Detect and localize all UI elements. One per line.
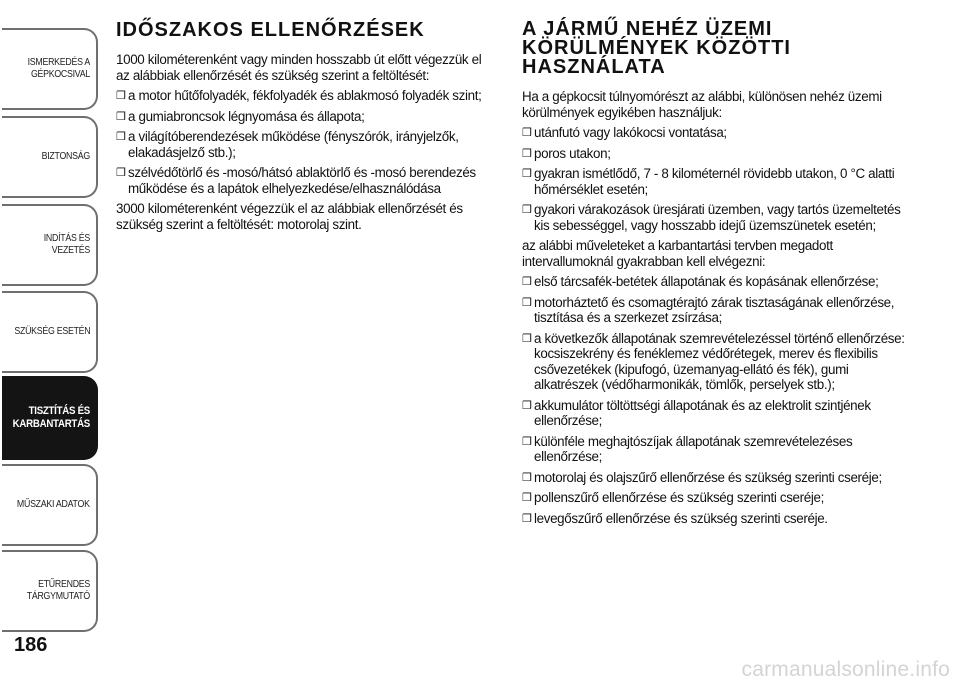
list-item: ❒ motorháztető és csomagtérajtó zárak tisztaságának ellenőrzése, tisztítása és a szerkezet zsírzása; [522, 294, 895, 325]
list-item: ❒ a gumiabroncsok légnyomása és állapota; [116, 108, 365, 124]
checkbox-bullet-icon: ❒ [522, 276, 532, 288]
checkbox-bullet-icon: ❒ [522, 435, 532, 448]
page-number: 186 [14, 634, 48, 656]
checkbox-bullet-icon: ❒ [522, 332, 532, 345]
periodic-checks-section [116, 20, 496, 237]
tab-label: ISMERKEDÉS A GÉPKOCSIVAL [27, 57, 90, 80]
tab-label: ETŰRENDES TÁRGYMUTATÓ [26, 579, 90, 602]
outro-paragraph: 3000 kilométerenként végezzük el az alábbiak ellenőrzését és szükség szerint a feltöltését: motorolaj szint. [116, 201, 463, 232]
list-item: ❒ akkumulátor töltöttségi állapotának és az elektrolit szintjének ellenőrzése; [522, 397, 871, 428]
section-title: IDŐSZAKOS ELLENŐRZÉSEK [116, 19, 425, 41]
tab-label: SZÜKSÉG ESETÉN [13, 326, 90, 337]
heavy-duty-section [522, 20, 914, 531]
tab-szukseg-eseten[interactable] [2, 291, 98, 373]
tab-label: MŰSZAKI ADATOK [17, 499, 90, 510]
checkbox-bullet-icon: ❒ [522, 147, 532, 160]
checkbox-bullet-icon: ❒ [522, 492, 532, 504]
list-item: ❒ különféle meghajtószíjak állapotának szemrevételezéses ellenőrzése; [522, 433, 853, 464]
watermark: carmanualsonline.info [741, 658, 950, 681]
checkbox-bullet-icon: ❒ [116, 131, 126, 143]
tab-biztonsag[interactable] [2, 116, 98, 198]
list-item: ❒ szélvédőtörlő és -mosó/hátsó ablaktörlő és -mosó berendezés működése és a lapátok elhelyezkedése/elhasználódása [116, 165, 476, 196]
tab-inditas-es-vezetes[interactable] [2, 204, 98, 286]
check-list [116, 88, 496, 196]
checkbox-bullet-icon: ❒ [522, 204, 532, 216]
tab-label: INDÍTÁS ÉS VEZETÉS [43, 233, 90, 256]
checkbox-bullet-icon: ❒ [522, 127, 532, 139]
tab-ismerkedes[interactable] [2, 28, 98, 110]
checkbox-bullet-icon: ❒ [116, 90, 126, 102]
tab-tisztitas-es-karbantartas[interactable] [2, 376, 98, 460]
list-item: ❒ poros utakon; [522, 145, 611, 161]
list-item: ❒ levegőszűrő ellenőrzése és szükség szerinti cseréje. [522, 510, 828, 526]
intro-paragraph: Ha a gépkocsit túlnyomórészt az alábbi, különösen nehéz üzemi körülmények egyikében használjuk: [522, 89, 882, 120]
checkbox-bullet-icon: ❒ [522, 168, 532, 180]
checkbox-bullet-icon: ❒ [522, 399, 532, 412]
list-item: ❒ utánfutó vagy lakókocsi vontatása; [522, 125, 727, 140]
list-item: ❒ motorolaj és olajszűrő ellenőrzése és szükség szerinti cseréje; [522, 469, 882, 485]
section-title: A JÁRMŰ NEHÉZ ÜZEMI KÖRÜLMÉNYEK KÖZÖTTI HASZNÁLATA [522, 18, 791, 78]
middle-paragraph: az alábbi műveleteket a karbantartási tervben megadott intervallumoknál gyakrabban kell elvégezni: [522, 238, 833, 269]
checkbox-bullet-icon: ❒ [522, 296, 532, 309]
list-item: ❒ a motor hűtőfolyadék, fékfolyadék és ablakmosó folyadék szint; [116, 88, 482, 103]
tab-targymutato[interactable] [2, 550, 98, 632]
intro-paragraph: 1000 kilométerenként vagy minden hosszabb út előtt végezzük el az alábbiak ellenőrzését és szükség szerint a feltöltését: [116, 52, 482, 83]
list-item: ❒ első tárcsafék-betétek állapotának és kopásának ellenőrzése; [522, 274, 879, 289]
checkbox-bullet-icon: ❒ [116, 110, 126, 123]
list-item: ❒ gyakori várakozások üresjárati üzemben, vagy tartós üzemeltetés kis sebességgel, vagy hosszabb idejű üzemszünetek esetén; [522, 202, 901, 233]
tab-muszaki-adatok[interactable] [2, 464, 98, 546]
list-item: ❒ a következők állapotának szemrevételezéssel történő ellenőrzése: kocsiszekrény és fenéklemez védőrétegek, merev és flexibilis csővezetékek (kipufogó, üzemanyag-ellátó és fék), gumi alkatrészek (védőharmonikák, tömlők, perselyek stb.); [522, 330, 905, 392]
list-item: ❒ gyakran ismétlődő, 7 - 8 kilométernél rövidebb utakon, 0 °C alatti hőmérséklet esetén; [522, 166, 895, 197]
conditions-list [522, 125, 914, 233]
checkbox-bullet-icon: ❒ [522, 471, 532, 484]
list-item: ❒ a világítóberendezések működése (fényszórók, irányjelzők, elakadásjelző stb.); [116, 129, 459, 160]
tab-label: TISZTÍTÁS ÉS KARBANTARTÁS [12, 405, 91, 430]
checkbox-bullet-icon: ❒ [116, 167, 126, 179]
list-item: ❒ pollenszűrő ellenőrzése és szükség szerinti cseréje; [522, 490, 824, 505]
checkbox-bullet-icon: ❒ [522, 512, 532, 525]
tab-label: BIZTONSÁG [41, 151, 90, 162]
operations-list [522, 274, 914, 526]
